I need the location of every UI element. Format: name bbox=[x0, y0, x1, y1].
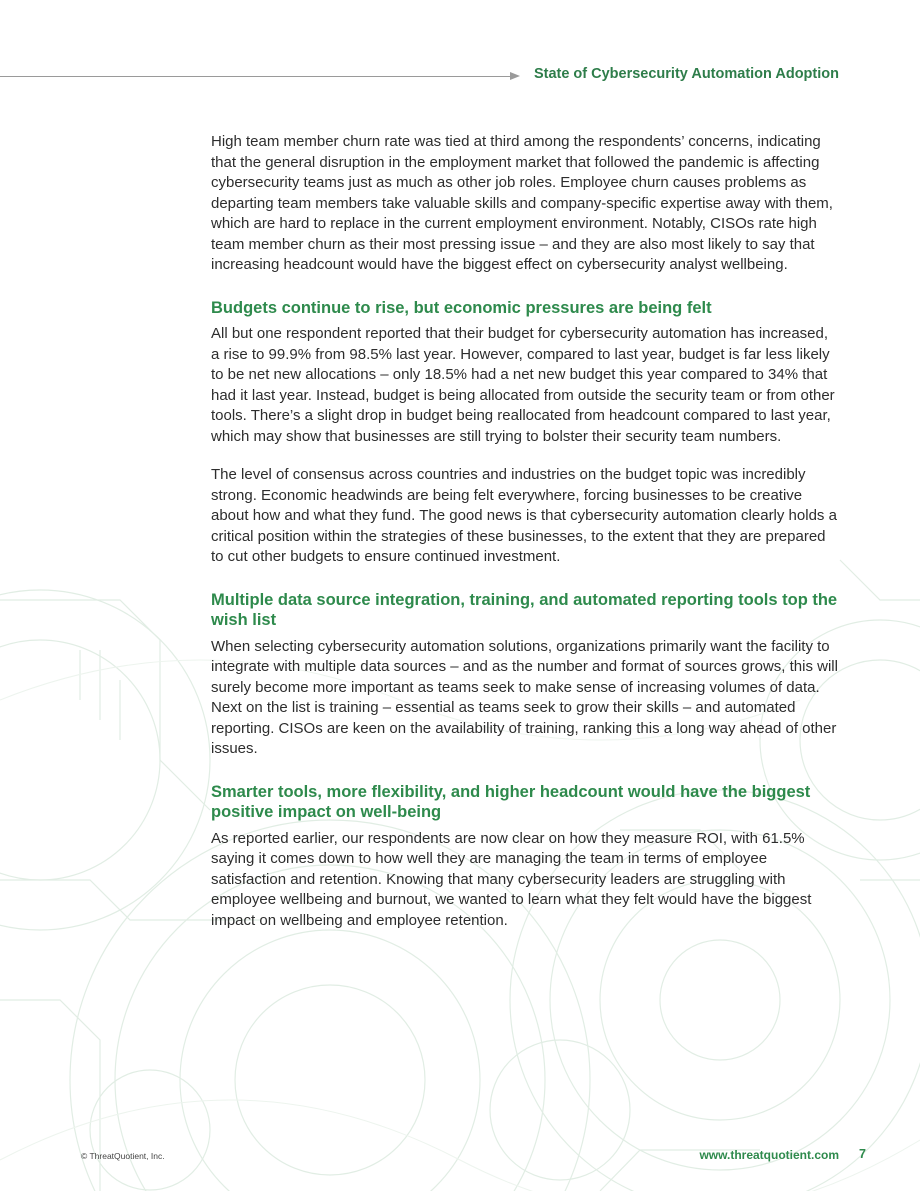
body-paragraph: When selecting cybersecurity automation solutions, organizations primarily want the facility to integrate with multiple data sources – and as the number and format of sources grows, this will surely become more important as teams seek to make sense of increasing volumes of data. Next on the list is training – essential as teams seek to grow their skills – and automated reporting. CISOs are keen on the availability of training, ranking this a long way ahead of other issues. bbox=[211, 637, 838, 757]
section-heading-budgets: Budgets continue to rise, but economic pressures are being felt bbox=[211, 298, 712, 317]
body-paragraph: All but one respondent reported that their budget for cybersecurity automation has increased, a rise to 99.9% from 98.5% last year. However, compared to last year, budget is far less likely to be net new allocations – only 18.5% had a net new budget this year compared to 34% that had it last year. Instead, budget is being allocated from outside the security team or from other tools. There’s a slight drop in budget being reallocated from headcount compared to last year, which may show that businesses are still trying to bolster their security team numbers. bbox=[211, 325, 835, 445]
intro-paragraph: High team member churn rate was tied at third among the respondents’ concerns, indicating that the general disruption in the employment market that followed the pandemic is affecting cybersecurity teams just as much as other job roles. Employee churn causes problems as departing team members take valuable skills and company-specific expertise away with them, which are hard to replace in the current employment environment. Notably, CISOs rate high team member churn as their most pressing issue – and they are also most likely to say that increasing headcount would have the biggest effect on cybersecurity analyst wellbeing. bbox=[211, 133, 833, 273]
header-rule bbox=[0, 76, 512, 77]
section-heading-wellbeing: Smarter tools, more flexibility, and higher headcount would have the biggest positive impact on well-being bbox=[211, 782, 811, 821]
header-arrow-icon bbox=[510, 72, 520, 80]
body-paragraph: The level of consensus across countries and industries on the budget topic was incredibly strong. Economic headwinds are being felt everywhere, forcing businesses to be creative about how and what they fund. The good news is that cybersecurity automation clearly holds a critical position within the strategies of these businesses, to the extent that they are prepared to cut other budgets to ensure continued investment. bbox=[211, 466, 837, 565]
body-paragraph: As reported earlier, our respondents are now clear on how they measure ROI, with 61.5% saying it comes down to how well they are managing the team in terms of employee satisfaction and retention. Knowing that many cybersecurity leaders are struggling with employee wellbeing and burnout, we wanted to learn what they felt would have the biggest impact on wellbeing and employee retention. bbox=[211, 829, 812, 929]
section-heading-wish-list: Multiple data source integration, training, and automated reporting tools top the wish list bbox=[211, 590, 838, 629]
footer-copyright: © ThreatQuotient, Inc. bbox=[81, 1151, 165, 1161]
header-title: State of Cybersecurity Automation Adoption bbox=[533, 66, 839, 82]
page-number: 7 bbox=[859, 1147, 866, 1161]
footer-website-link[interactable]: www.threatquotient.com bbox=[699, 1148, 839, 1162]
article-body bbox=[211, 132, 839, 949]
